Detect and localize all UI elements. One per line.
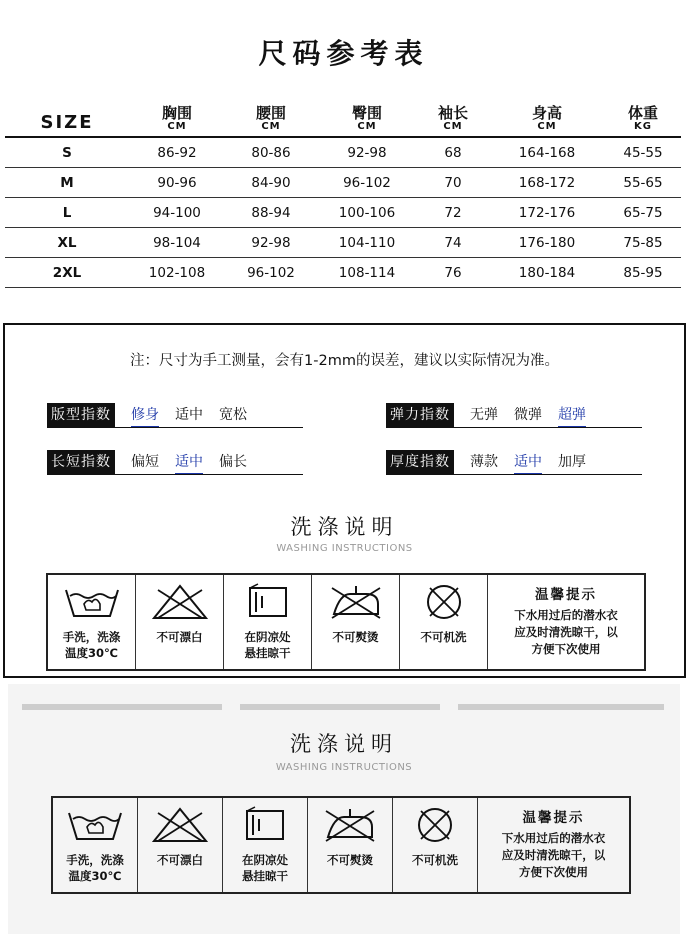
header-size: SIZE: [40, 111, 94, 133]
care-label: 手洗，洗涤 温度30℃: [62, 630, 121, 660]
size-table: [5, 100, 681, 288]
care-tip: [488, 575, 644, 669]
care-item: [400, 575, 488, 669]
care-item: [48, 575, 136, 669]
length-index: [47, 450, 247, 474]
header-waist: 腰围 CM: [255, 103, 286, 132]
elasticity-option: 微弹: [514, 406, 542, 423]
elasticity-option: 无弹: [470, 406, 498, 423]
size-value: 55-65: [623, 174, 663, 191]
care-item: [393, 798, 478, 892]
divider: [22, 704, 222, 710]
care-label: 不可机洗: [420, 630, 467, 644]
size-value: 96-102: [247, 264, 295, 281]
size-value: 90-96: [157, 174, 197, 191]
length-option: 偏长: [219, 453, 247, 470]
header-hip: 臀围 CM: [351, 103, 382, 132]
size-label: XL: [57, 234, 77, 251]
size-value: 104-110: [338, 234, 396, 251]
length-index-label: 长短指数: [47, 450, 115, 474]
size-row: [5, 258, 681, 288]
size-label: 2XL: [52, 264, 82, 281]
care-label: 在阴凉处 悬挂晾干: [244, 630, 291, 660]
size-value: 94-100: [153, 204, 201, 221]
thickness-option: 薄款: [470, 453, 498, 470]
header-sleeve: 袖长 CM: [437, 103, 468, 132]
size-value: 172-176: [518, 204, 576, 221]
care-tip: [478, 798, 629, 892]
size-value: 75-85: [623, 234, 663, 251]
size-row: [5, 198, 681, 228]
size-label: S: [62, 144, 72, 161]
no-machine-wash-icon: [414, 575, 474, 629]
size-value: 65-75: [623, 204, 663, 221]
no-bleach-icon: [150, 575, 210, 629]
divider: [47, 427, 303, 428]
no-iron-icon: [326, 575, 386, 629]
size-value: 72: [444, 204, 462, 221]
washing-title: 洗涤说明: [290, 515, 399, 539]
size-value: 92-98: [347, 144, 387, 161]
size-value: 108-114: [338, 264, 396, 281]
size-value: 68: [444, 144, 462, 161]
length-option: 偏短: [131, 453, 159, 470]
elasticity-index-label: 弹力指数: [386, 403, 454, 427]
thickness-option: 适中: [514, 451, 542, 474]
size-label: L: [62, 204, 72, 221]
care-label: 不可漂白: [156, 630, 203, 644]
divider: [458, 704, 664, 710]
size-value: 100-106: [338, 204, 396, 221]
divider: [386, 427, 642, 428]
thickness-index-label: 厚度指数: [386, 450, 454, 474]
size-value: 92-98: [251, 234, 291, 251]
size-value: 85-95: [623, 264, 663, 281]
care-item: [138, 798, 223, 892]
size-label: M: [60, 174, 74, 191]
size-value: 180-184: [518, 264, 576, 281]
size-value: 98-104: [153, 234, 201, 251]
care-item: [136, 575, 224, 669]
divider: [240, 704, 440, 710]
hand-wash-icon: [65, 798, 125, 852]
size-value: 70: [444, 174, 462, 191]
size-value: 96-102: [343, 174, 391, 191]
fit-option: 宽松: [219, 406, 247, 423]
divider: [47, 474, 303, 475]
care-label: 手洗，洗涤 温度30℃: [66, 853, 124, 883]
size-chart-title: 尺码参考表: [258, 37, 429, 70]
elasticity-option: 超弹: [558, 404, 586, 427]
size-table-header: [5, 100, 681, 138]
hand-wash-icon: [62, 575, 122, 629]
care-tip-text: 下水用过后的潜水衣 应及时清洗晾干，以 方便下次使用: [514, 608, 618, 656]
washing-subtitle: WASHING INSTRUCTIONS: [275, 762, 413, 773]
divider: [386, 474, 642, 475]
no-machine-wash-icon: [405, 798, 465, 852]
care-tip-text: 下水用过后的潜水衣 应及时清洗晾干，以 方便下次使用: [501, 831, 606, 879]
care-instructions: [51, 796, 631, 894]
shade-dry-icon: [238, 575, 298, 629]
measurement-note: 注：尺寸为手工测量，会有1-2mm的误差，建议以实际情况为准。: [130, 353, 559, 369]
washing-subtitle: WASHING INSTRUCTIONS: [276, 543, 413, 554]
care-label: 不可漂白: [157, 853, 203, 867]
care-item: [224, 575, 312, 669]
care-item: [223, 798, 308, 892]
size-value: 88-94: [251, 204, 291, 221]
size-row: [5, 138, 681, 168]
care-label: 不可熨烫: [332, 630, 379, 644]
care-label: 在阴凉处 悬挂晾干: [242, 853, 288, 883]
shade-dry-icon: [235, 798, 295, 852]
fit-index-label: 版型指数: [47, 403, 115, 427]
care-label: 不可熨烫: [327, 853, 373, 867]
thickness-index: [386, 450, 586, 474]
size-value: 84-90: [251, 174, 291, 191]
size-value: 74: [444, 234, 462, 251]
size-value: 45-55: [623, 144, 663, 161]
size-value: 168-172: [518, 174, 576, 191]
washing-section-repeat: [8, 684, 680, 934]
elasticity-index: [386, 403, 586, 427]
size-value: 164-168: [518, 144, 576, 161]
thickness-option: 加厚: [558, 453, 586, 470]
header-height: 身高 CM: [531, 103, 562, 132]
size-value: 176-180: [518, 234, 576, 251]
care-tip-title: 温馨提示: [522, 810, 585, 826]
fit-index: [47, 403, 247, 427]
washing-title: 洗涤说明: [290, 732, 398, 756]
fit-option: 适中: [175, 406, 203, 423]
size-value: 76: [444, 264, 462, 281]
fit-option: 修身: [131, 404, 159, 427]
size-value: 102-108: [148, 264, 206, 281]
care-tip-title: 温馨提示: [535, 587, 597, 603]
care-label: 不可机洗: [412, 853, 458, 867]
size-row: [5, 228, 681, 258]
care-item: [53, 798, 138, 892]
header-chest: 胸围 CM: [161, 103, 192, 132]
no-bleach-icon: [150, 798, 210, 852]
care-item: [308, 798, 393, 892]
product-info-box: [3, 323, 686, 678]
no-iron-icon: [320, 798, 380, 852]
header-weight: 体重 KG: [627, 103, 658, 132]
length-option: 适中: [175, 451, 203, 474]
size-row: [5, 168, 681, 198]
care-item: [312, 575, 400, 669]
size-value: 80-86: [251, 144, 291, 161]
care-instructions: [46, 573, 646, 671]
size-value: 86-92: [157, 144, 197, 161]
